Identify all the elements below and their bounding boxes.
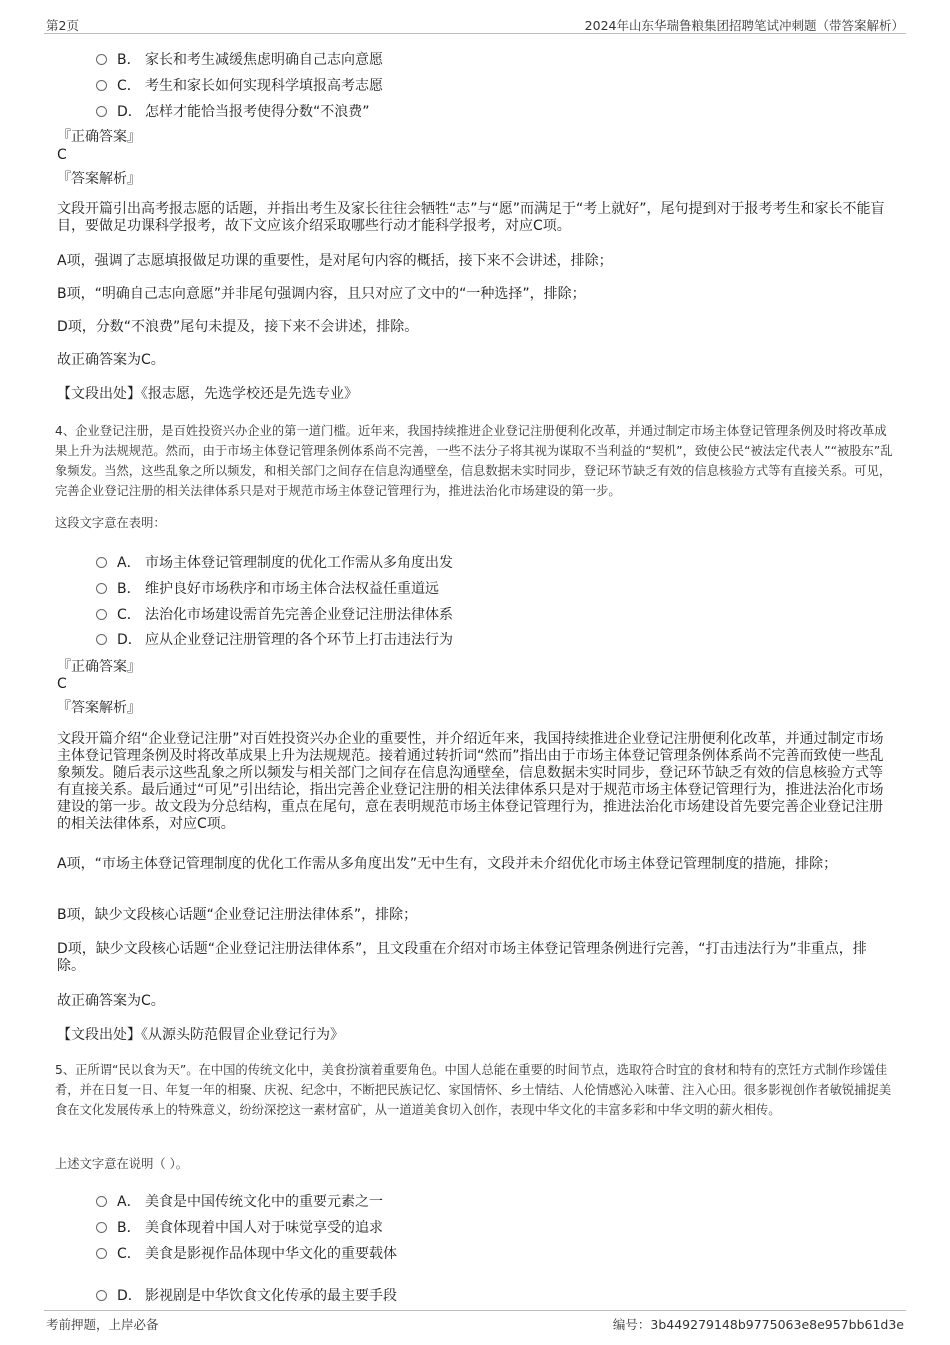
q3-source: 【文段出处】《报志愿，先选学校还是先选专业》 bbox=[57, 386, 358, 402]
q4-answer: C bbox=[57, 676, 67, 692]
q3-option-b[interactable]: B． 家长和考生减缓焦虑明确自己志向意愿 bbox=[96, 49, 383, 69]
q3-answer-label: 『正确答案』 bbox=[57, 129, 141, 145]
radio-icon[interactable] bbox=[96, 634, 107, 645]
q4-answer-label: 『正确答案』 bbox=[57, 659, 141, 675]
radio-icon[interactable] bbox=[96, 1222, 107, 1233]
radio-icon[interactable] bbox=[96, 609, 107, 620]
q3-analysis-option-d: D项，分数“不浪费”尾句未提及，接下来不会讲述，排除。 bbox=[57, 319, 419, 335]
footer-slogan: 考前押题，上岸必备 bbox=[46, 1317, 159, 1332]
q4-analysis-option-a: A项，“市场主体登记管理制度的优化工作需从多角度出发”无中生有，文段并未介绍优化市场主体登记管理制度的措施，排除； bbox=[57, 856, 838, 872]
q4-option-d[interactable]: D． 应从企业登记注册管理的各个环节上打击违法行为 bbox=[96, 629, 453, 649]
q5-option-b[interactable]: B． 美食体现着中国人对于味觉享受的追求 bbox=[96, 1217, 383, 1237]
q4-analysis-option-d: D项，缺少文段核心话题“企业登记注册法律体系”，且文段重在介绍对市场主体登记管理条例进行完善，“打击违法行为”非重点，排除。 bbox=[57, 941, 867, 974]
header-divider bbox=[44, 33, 906, 34]
q4-source: 【文段出处】《从源头防范假冒企业登记行为》 bbox=[57, 1027, 344, 1043]
radio-icon[interactable] bbox=[96, 106, 107, 117]
q4-conclusion: 故正确答案为C。 bbox=[57, 993, 165, 1009]
radio-icon[interactable] bbox=[96, 80, 107, 91]
document-code: 编号：3b449279148b9775063e8e957bb61d3e bbox=[612, 1317, 904, 1332]
page-number: 第2页 bbox=[46, 18, 79, 33]
q4-option-a[interactable]: A． 市场主体登记管理制度的优化工作需从多角度出发 bbox=[96, 552, 453, 572]
q3-analysis-label: 『答案解析』 bbox=[57, 171, 141, 187]
q4-stem: 4、企业登记注册，是百姓投资兴办企业的第一道门槛。近年来，我国持续推进企业登记注册便利化改革，并通过制定市场主体登记管理条例及时将改革成果上升为法规规范。然而，由于市场主体登记管理条例体系尚不完善，一些不法分子将其视为谋取不当利益的“契机”，致使公民“被法定代表人”“被股东”乱象频发。当然，这些乱象之所以频发，和相关部门之间存在信息沟通壁垒，信息数据未实时同步，登记环节缺乏有效的信息核验方式等有直接关系。可见，完善企业登记注册的相关法律体系只是对于规范市场主体登记管理行为，推进法治化市场建设的第一步。 bbox=[55, 424, 893, 498]
q5-option-d[interactable]: D． 影视剧是中华饮食文化传承的最主要手段 bbox=[96, 1285, 397, 1305]
footer-divider bbox=[44, 1310, 906, 1311]
q4-analysis-option-b: B项，缺少文段核心话题“企业登记注册法律体系”，排除； bbox=[57, 907, 418, 923]
radio-icon[interactable] bbox=[96, 1290, 107, 1301]
q5-stem: 5、正所谓“民以食为天”。在中国的传统文化中，美食扮演着重要角色。中国人总能在重要的时间节点，选取符合时宜的食材和特有的烹饪方式制作珍馐佳肴，并在日复一日、年复一年的相聚、庆祝、纪念中，不断把民族记忆、家国情怀、乡土情结、人伦情感沁入味蕾、注入心田。很多影视创作者敏锐捕捉美食在文化发展传承上的特殊意义，纷纷深挖这一素材富矿，从一道道美食切入创作，表现中华文化的丰富多彩和中华文明的薪火相传。 bbox=[55, 1063, 892, 1117]
q5-prompt: 上述文字意在说明（ ）。 bbox=[55, 1157, 189, 1171]
radio-icon[interactable] bbox=[96, 557, 107, 568]
q4-analysis-para: 文段开篇介绍“企业登记注册”对百姓投资兴办企业的重要性，并介绍近年来，我国持续推进企业登记注册便利化改革，并通过制定市场主体登记管理条例及时将改革成果上升为法规规范。接着通过转折词“然而”指出由于市场主体登记管理条例体系尚不完善而致使一些乱象频发。随后表示这些乱象之所以频发与相关部门之间存在信息沟通壁垒，信息数据未实时同步，登记环节缺乏有效的信息核验方式等有直接关系。最后通过“可见”引出结论，指出完善企业登记注册的相关法律体系只是对于规范市场主体登记管理行为，推进法治化市场建设的第一步。故文段为分总结构，重点在尾句，意在表明规范市场主体登记管理行为，推进法治化市场建设首先要完善企业登记注册的相关法律体系，对应C项。 bbox=[57, 731, 884, 832]
q3-analysis-option-b: B项，“明确自己志向意愿”并非尾句强调内容，且只对应了文中的“一种选择”，排除； bbox=[57, 286, 586, 302]
q4-prompt: 这段文字意在表明： bbox=[55, 516, 166, 530]
document-title: 2024年山东华瑞鲁粮集团招聘笔试冲刺题（带答案解析） bbox=[584, 18, 904, 33]
q3-option-d[interactable]: D． 怎样才能恰当报考使得分数“不浪费” bbox=[96, 101, 370, 121]
radio-icon[interactable] bbox=[96, 583, 107, 594]
q3-conclusion: 故正确答案为C。 bbox=[57, 352, 165, 368]
radio-icon[interactable] bbox=[96, 1248, 107, 1259]
q3-option-c[interactable]: C． 考生和家长如何实现科学填报高考志愿 bbox=[96, 75, 383, 95]
q5-option-c[interactable]: C． 美食是影视作品体现中华文化的重要载体 bbox=[96, 1243, 397, 1263]
q5-option-a[interactable]: A． 美食是中国传统文化中的重要元素之一 bbox=[96, 1191, 383, 1211]
radio-icon[interactable] bbox=[96, 54, 107, 65]
q3-analysis-para: 文段开篇引出高考报志愿的话题，并指出考生及家长往往会牺牲“志”与“愿”而满足于“考上就好”，尾句提到对于报考考生和家长不能盲目，要做足功课科学报考，故下文应该介绍采取哪些行动才能科学报考，对应C项。 bbox=[57, 201, 885, 234]
q4-option-b[interactable]: B． 维护良好市场秩序和市场主体合法权益任重道远 bbox=[96, 578, 439, 598]
radio-icon[interactable] bbox=[96, 1196, 107, 1207]
q3-analysis-option-a: A项，强调了志愿填报做足功课的重要性，是对尾句内容的概括，接下来不会讲述，排除； bbox=[57, 253, 613, 269]
q4-analysis-label: 『答案解析』 bbox=[57, 700, 141, 716]
q3-answer: C bbox=[57, 147, 67, 163]
q4-option-c[interactable]: C． 法治化市场建设需首先完善企业登记注册法律体系 bbox=[96, 604, 453, 624]
